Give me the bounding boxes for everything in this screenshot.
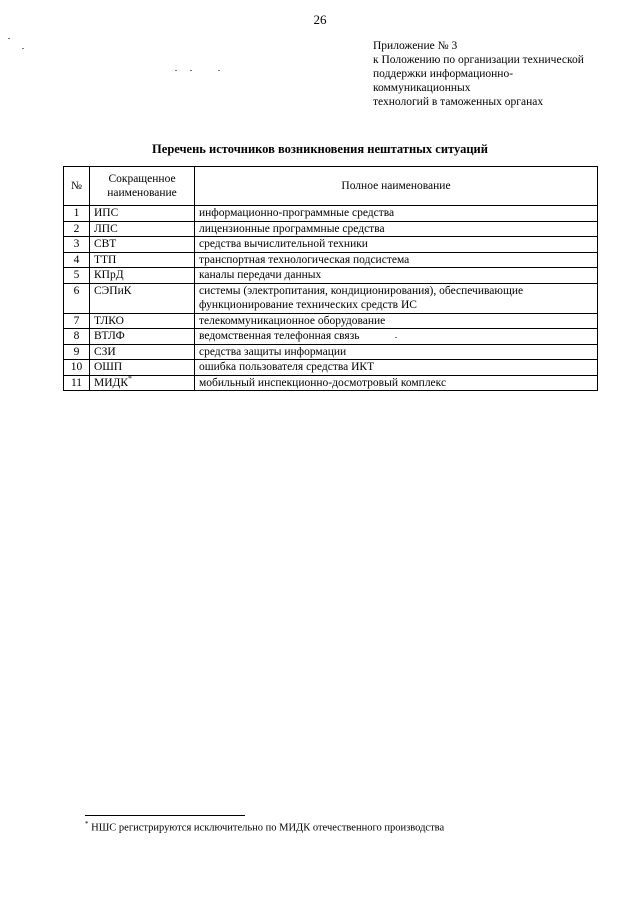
footnote-marker: *	[128, 373, 133, 383]
row-full-name: телекоммуникационное оборудование	[195, 313, 598, 329]
scan-speck	[218, 70, 220, 71]
appendix-line: поддержки информационно-	[373, 68, 514, 80]
footnote	[85, 820, 605, 834]
scan-speck	[395, 337, 397, 338]
scan-speck	[22, 48, 24, 49]
footnote-mark: *	[85, 820, 89, 828]
table-row	[64, 268, 598, 284]
row-abbreviation-cell	[90, 375, 195, 391]
scan-speck	[8, 38, 10, 39]
header-number: №	[64, 167, 90, 206]
row-full-name: информационно-программные средства	[195, 206, 598, 222]
scan-speck	[175, 70, 177, 71]
header-short-name: Сокращенное наименование	[90, 167, 195, 206]
appendix-line: коммуникационных	[373, 82, 471, 94]
header-full-name: Полное наименование	[195, 167, 598, 206]
row-abbreviation: ТЛКО	[90, 313, 195, 329]
row-number: 8	[64, 329, 90, 345]
table-row	[64, 283, 598, 313]
row-abbreviation: ИПС	[90, 206, 195, 222]
row-full-name: средства защиты информации	[195, 344, 598, 360]
row-abbreviation: ТТП	[90, 252, 195, 268]
row-abbreviation: ВТЛФ	[90, 329, 195, 345]
table-row	[64, 344, 598, 360]
appendix-line: Приложение № 3	[373, 40, 458, 52]
row-number: 1	[64, 206, 90, 222]
scan-speck	[190, 70, 192, 71]
row-number: 2	[64, 221, 90, 237]
row-number: 3	[64, 237, 90, 253]
row-number: 4	[64, 252, 90, 268]
row-full-name: мобильный инспекционно-досмотровый комплекс	[195, 375, 598, 391]
row-full-name: ошибка пользователя средства ИКТ	[195, 360, 598, 376]
appendix-line: технологий в таможенных органах	[373, 96, 544, 108]
row-full-name: системы (электропитания, кондиционирования), обеспечивающие функционирование технических средств ИС	[195, 283, 598, 313]
row-number: 6	[64, 283, 90, 313]
row-abbreviation: СЭПиК	[90, 283, 195, 313]
table-row	[64, 329, 598, 345]
footnote-text: НШС регистрируются исключительно по МИДК отечественного производства	[91, 822, 445, 834]
row-abbreviation: КПрД	[90, 268, 195, 284]
row-number: 11	[64, 375, 90, 391]
table-row	[64, 375, 598, 391]
row-number: 10	[64, 360, 90, 376]
row-abbreviation: ОШП	[90, 360, 195, 376]
table-row	[64, 252, 598, 268]
row-full-name: средства вычислительной техники	[195, 237, 598, 253]
table-row	[64, 221, 598, 237]
row-abbreviation: СЗИ	[90, 344, 195, 360]
table-row	[64, 237, 598, 253]
document-title: Перечень источников возникновения нештатных ситуаций	[152, 142, 488, 156]
row-number: 7	[64, 313, 90, 329]
table-header-row	[64, 167, 598, 206]
row-abbreviation: ЛПС	[90, 221, 195, 237]
row-full-name: транспортная технологическая подсистема	[195, 252, 598, 268]
row-full-name: лицензионные программные средства	[195, 221, 598, 237]
table-row	[64, 360, 598, 376]
appendix-line: к Положению по организации технической	[373, 54, 584, 66]
sources-table	[63, 166, 598, 391]
appendix-header	[373, 39, 613, 109]
footnote-separator	[85, 815, 245, 816]
table-row	[64, 313, 598, 329]
row-number: 9	[64, 344, 90, 360]
row-full-name: ведомственная телефонная связь	[195, 329, 598, 345]
page-number: 26	[313, 12, 327, 27]
row-number: 5	[64, 268, 90, 284]
row-abbreviation: СВТ	[90, 237, 195, 253]
row-abbreviation: МИДК	[94, 376, 129, 389]
row-full-name: каналы передачи данных	[195, 268, 598, 284]
table-row	[64, 206, 598, 222]
